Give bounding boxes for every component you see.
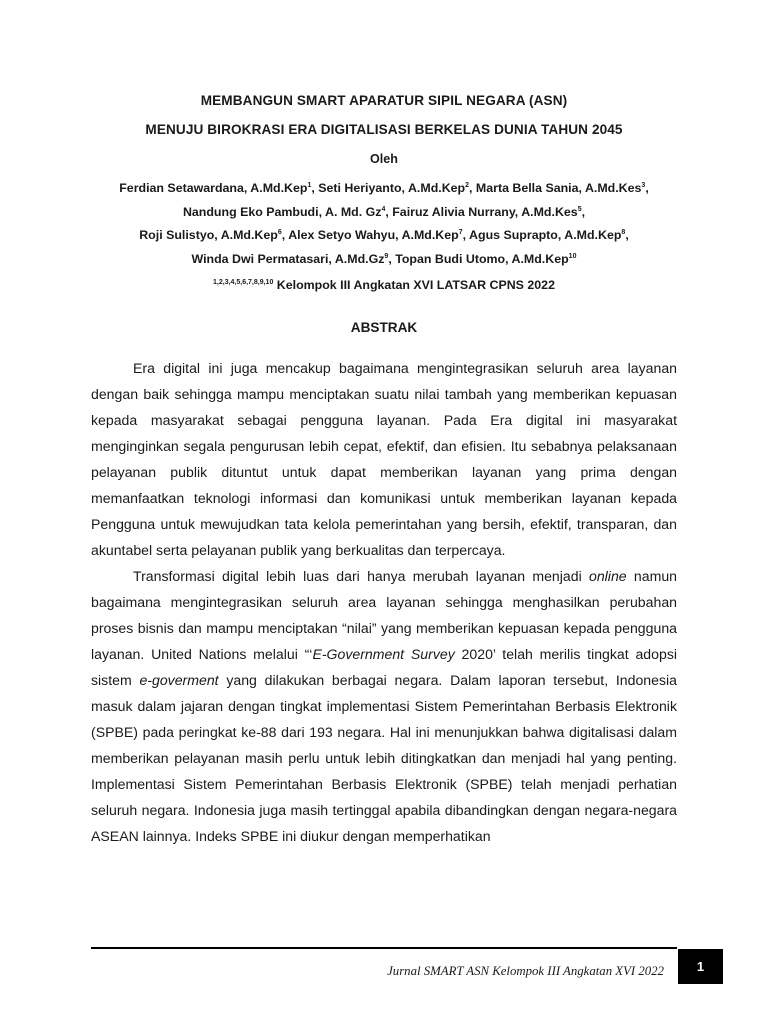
author-name: Ferdian Setawardana, A.Md.Kep	[119, 181, 308, 195]
oleh-label: Oleh	[370, 152, 398, 166]
author-name: Alex Setyo Wahyu, A.Md.Kep	[288, 228, 459, 242]
paragraph-text: yang dilakukan berbagai negara. Dalam laporan tersebut, Indonesia masuk dalam jajaran dengan tingkat implementasi Sistem Pemerintahan Berbasis Elektronik (SPBE) pada peringkat ke-88 dari 193 negara. Hal ini menunjukkan bahwa digitalisasi dalam memberikan pelayanan masih perlu untuk lebih ditingkatkan dan menjadi hal yang penting. Implementasi Sistem Pemerintahan Berbasis Elektronik (SPBE) telah menjadi perhatian seluruh negara. Indonesia juga masih tertinggal apabila dibandingkan dengan negara-negara ASEAN lainnya. Indeks SPBE ini diukur dengan memperhatikan	[91, 672, 677, 844]
author-affiliation-sup: 9	[384, 252, 389, 260]
group-affiliation	[60, 271, 708, 298]
author-affiliation-sup: 1	[307, 182, 312, 189]
author-list	[60, 177, 708, 298]
author-name: Fairuz Alivia Nurrany, A.Md.Kes	[392, 204, 578, 219]
paragraph-text: namun bagaimana mengintegrasikan seluruh area layanan sehingga menghasilkan perubahan proses bisnis dan mampu menciptakan “nilai” yang memberikan kepuasan kepada pengguna layanan. United Nations melalui “‘	[91, 568, 678, 662]
title-line-2: MENUJU BIROKRASI ERA DIGITALISASI BERKELAS DUNIA TAHUN 2045	[145, 122, 623, 137]
author-name: Marta Bella Sania, A.Md.Kes	[475, 181, 642, 195]
title-line-1: MEMBANGUN SMART APARATUR SIPIL NEGARA (ASN)	[200, 93, 568, 108]
author-line-4: Winda Dwi Permatasari, A.Md.Gz$^9$, Topan Budi Utomo, A.Md.Kep$^{10}$	[191, 251, 577, 266]
paragraph-text: Transformasi digital lebih luas dari hanya merubah layanan menjadi	[133, 568, 589, 584]
italic-term: e-goverment	[139, 672, 219, 688]
author-line-3: Roji Sulistyo, A.Md.Kep$^6$, Alex Setyo Wahyu, A.Md.Kep$^7$, Agus Suprapto, A.Md.Kep$^8$,	[139, 228, 629, 242]
italic-term: online	[589, 568, 627, 584]
author-affiliation-sup: 3	[641, 182, 646, 189]
page-number: 1	[678, 949, 723, 984]
author-affiliation-sup: 2	[465, 182, 470, 189]
italic-term: E-Government Survey	[312, 646, 455, 662]
author-affiliation-sup: 5	[577, 205, 582, 213]
author-name: Agus Suprapto, A.Md.Kep	[469, 228, 622, 242]
author-affiliation-sup: 8	[621, 229, 626, 236]
author-affiliation-sup: 10	[568, 252, 577, 260]
footer-journal-name: Jurnal SMART ASN Kelompok III Angkatan XVI 2022	[387, 964, 664, 978]
abstract-heading: ABSTRAK	[350, 320, 418, 335]
author-line-1: Ferdian Setawardana, A.Md.Kep$^1$, Seti Heriyanto, A.Md.Kep$^2$, Marta Bella Sania, A.Md.Kes$^3$,	[119, 181, 649, 195]
author-name: Nandung Eko Pambudi, A. Md. Gz	[182, 204, 382, 219]
author-affiliation-sup: 7	[458, 229, 463, 236]
author-affiliation-sup: 4	[381, 205, 386, 213]
footer-rule	[91, 947, 677, 949]
abstract-paragraph-1: Era digital ini juga mencakup bagaimana mengintegrasikan seluruh area layanan dengan baik sehingga mampu menciptakan suatu nilai tambah yang memberikan kepuasan kepada masyarakat sebagai pengguna layanan. Pada Era digital ini masyarakat menginginkan segala pengurusan lebih cepat, efektif, dan efisien. Itu sebabnya pelaksanaan pelayanan publik dituntut untuk dapat memberikan layanan yang prima dengan memanfaatkan teknologi informasi dan komunikasi untuk memberikan layanan kepada Pengguna untuk mewujudkan tata kelola pemerintahan yang bersih, efektif, transparan, dan akuntabel serta pelayanan publik yang berkualitas dan terpercaya.	[91, 360, 677, 558]
author-line-2: Nandung Eko Pambudi, A. Md. Gz$^4$, Fairuz Alivia Nurrany, A.Md.Kes$^5$,	[182, 204, 586, 219]
author-name: Topan Budi Utomo, A.Md.Kep	[395, 251, 569, 266]
author-name: Seti Heriyanto, A.Md.Kep	[318, 181, 466, 195]
group-affiliation-sup: 1,2,3,4,5,6,7,8,9,10	[213, 279, 274, 286]
paragraph-text: 2020’ telah merilis tingkat adopsi sistem	[91, 646, 678, 688]
title-block	[60, 92, 708, 298]
abstract-body	[91, 355, 677, 849]
group-affiliation-text: Kelompok III Angkatan XVI LATSAR CPNS 2022	[276, 278, 555, 292]
abstract-paragraph-2	[91, 563, 677, 849]
author-name: Roji Sulistyo, A.Md.Kep	[139, 228, 278, 242]
author-name: Winda Dwi Permatasari, A.Md.Gz	[191, 251, 385, 266]
author-affiliation-sup: 6	[277, 229, 282, 236]
